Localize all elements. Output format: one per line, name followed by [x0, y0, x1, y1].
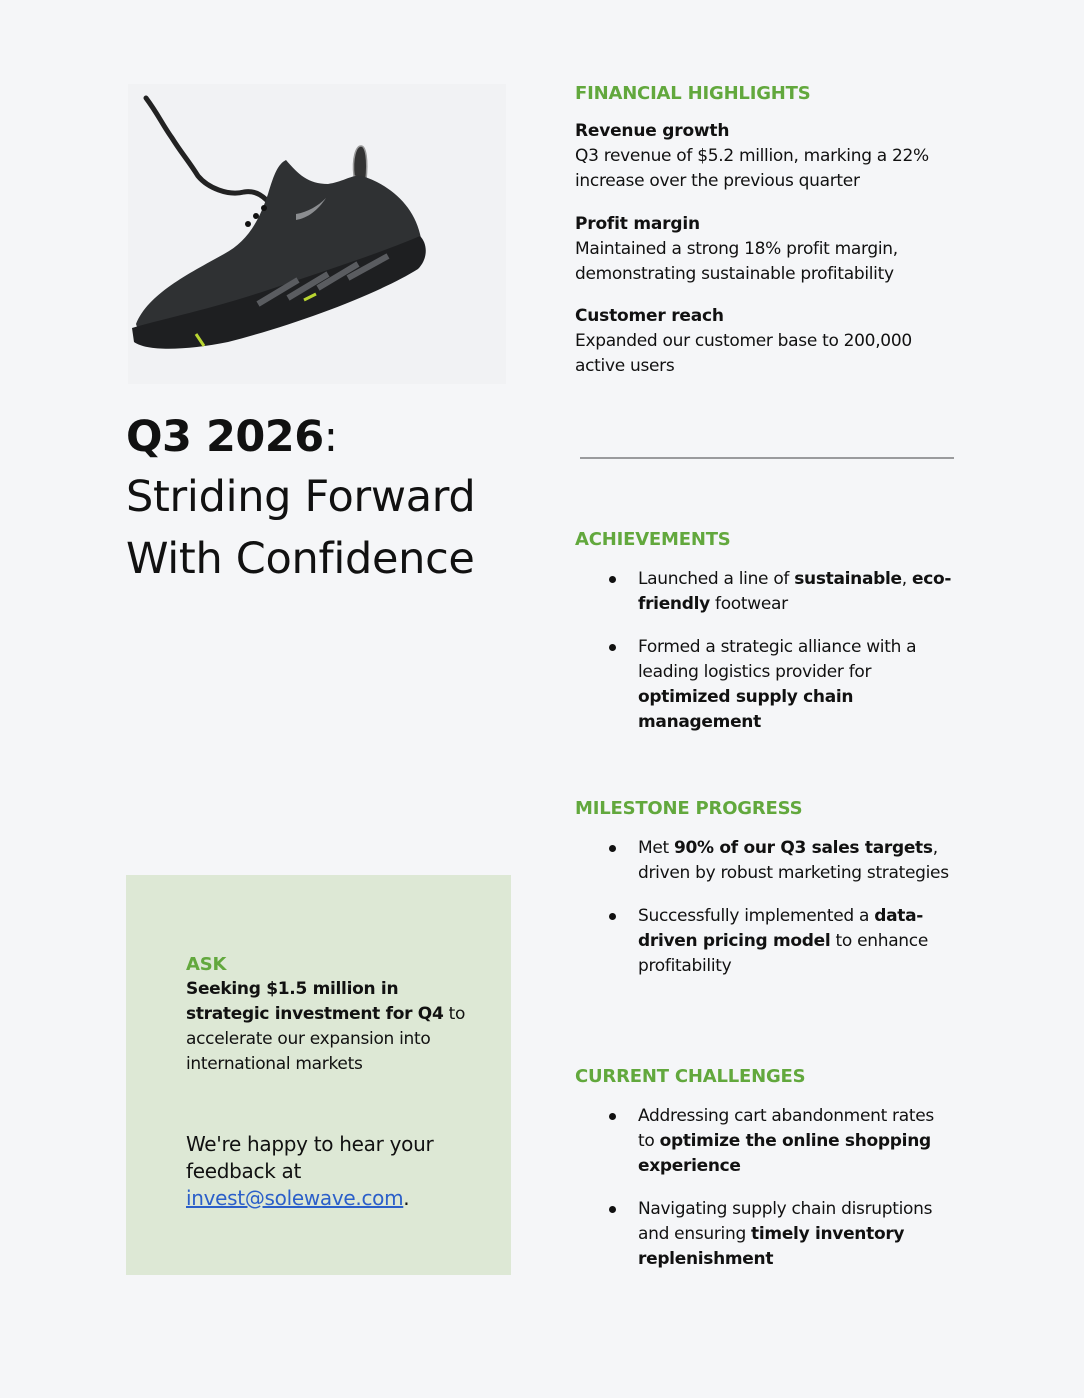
text: Successfully implemented a: [638, 906, 875, 926]
bullet-icon: [609, 845, 616, 852]
bullet-icon: [609, 644, 616, 651]
bullet-icon: [609, 913, 616, 920]
milestone-progress-section: [575, 796, 955, 979]
section-heading: MILESTONE PROGRESS: [575, 798, 803, 819]
title-line-2: With Confidence: [126, 534, 475, 584]
list-item: [575, 635, 953, 735]
text: Met: [638, 838, 674, 858]
text: , driven by robust marketing strategies: [638, 838, 949, 883]
bold-text: eco-friendly: [638, 569, 952, 614]
section-heading: FINANCIAL HIGHLIGHTS: [575, 83, 811, 104]
current-challenges-section: [575, 1064, 955, 1272]
highlight-title: Customer reach: [575, 306, 724, 326]
achievements-list: [575, 567, 955, 735]
title-colon: :: [323, 412, 339, 462]
achievements-section: [575, 527, 955, 735]
highlight-text: Q3 revenue of $5.2 million, marking a 22% increase over the previous quarter: [575, 146, 929, 191]
title-quarter: Q3 2026: [126, 412, 324, 462]
section-heading: ACHIEVEMENTS: [575, 529, 731, 550]
highlight-item: [575, 304, 955, 379]
bullet-icon: [609, 576, 616, 583]
bullet-icon: [609, 1113, 616, 1120]
list-item: [575, 1104, 953, 1179]
highlight-text: Expanded our customer base to 200,000 active users: [575, 331, 912, 376]
page-title: [126, 408, 546, 590]
bold-text: timely inventory replenishment: [638, 1224, 905, 1269]
text: Formed a strategic alliance with a leading logistics provider for: [638, 637, 917, 682]
email-link[interactable]: invest@solewave.com: [186, 1186, 404, 1210]
highlight-item: [575, 119, 955, 194]
challenges-list: [575, 1104, 955, 1272]
highlight-item: [575, 212, 955, 287]
text: footwear: [709, 594, 788, 614]
ask-bold-text: Seeking $1.5 million in strategic investment for Q4: [186, 979, 444, 1024]
highlight-title: Profit margin: [575, 214, 700, 234]
ask-body-text: to accelerate our expansion into international markets: [186, 1004, 466, 1074]
highlight-text: Maintained a strong 18% profit margin, demonstrating sustainable profitability: [575, 239, 898, 284]
section-divider: [580, 457, 954, 459]
ask-heading: ASK: [186, 954, 227, 975]
period: .: [403, 1186, 410, 1210]
list-item: [575, 1197, 953, 1272]
feedback-text: [186, 1131, 476, 1212]
list-item: [575, 836, 953, 886]
list-item: [575, 567, 953, 617]
bold-text: 90% of our Q3 sales targets: [674, 838, 933, 858]
text: Navigating supply chain disruptions and ensuring: [638, 1199, 933, 1244]
list-item: [575, 904, 953, 979]
text: Addressing cart abandonment rates to: [638, 1106, 934, 1151]
bold-text: optimize the online shopping experience: [638, 1131, 931, 1176]
feedback-label: We're happy to hear your feedback at: [186, 1132, 434, 1183]
highlight-title: Revenue growth: [575, 121, 730, 141]
milestones-list: [575, 836, 955, 979]
ask-text: [186, 977, 476, 1077]
ask-callout-box: [126, 875, 511, 1275]
bullet-icon: [609, 1206, 616, 1213]
bold-text: sustainable: [794, 569, 902, 589]
text: to enhance profitability: [638, 931, 928, 976]
financial-highlights-section: [575, 81, 955, 379]
hero-shoe-image: [128, 84, 506, 384]
bold-text: optimized supply chain management: [638, 687, 854, 732]
text: Launched a line of: [638, 569, 795, 589]
bold-text: data-driven pricing model: [638, 906, 923, 951]
section-heading: CURRENT CHALLENGES: [575, 1066, 806, 1087]
text: ,: [901, 569, 913, 589]
title-line-1: Striding Forward: [126, 472, 476, 522]
